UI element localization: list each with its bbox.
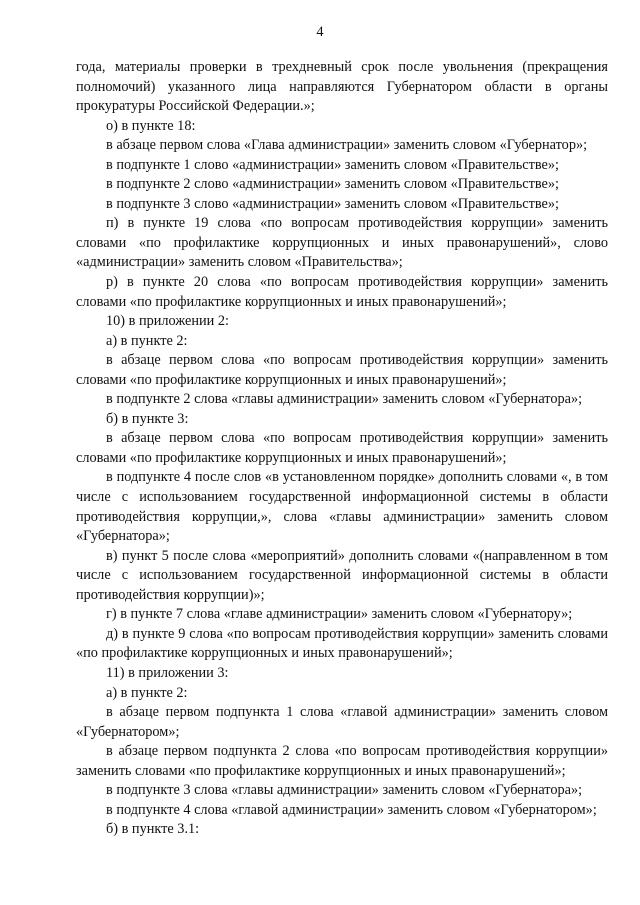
paragraph: д) в пункте 9 слова «по вопросам противодействия коррупции» заменить словами «по профилактике коррупционных и иных правонарушений»; — [76, 625, 608, 662]
paragraph: в абзаце первом подпункта 1 слова «главой администрации» заменить словом «Губернатором»; — [76, 704, 608, 740]
paragraph: в подпункте 1 слово «администрации» заменить словом «Правительстве»; — [106, 156, 559, 173]
paragraph: в абзаце первом слова «по вопросам противодействия коррупции» заменить словами «по профилактике коррупционных и иных правонарушений»; — [76, 430, 608, 466]
paragraph: в абзаце первом слова «Глава администрации» заменить словом «Губернатор»; — [106, 137, 588, 154]
document-body — [76, 58, 608, 840]
paragraph: 10) в приложении 2: — [106, 313, 230, 330]
paragraph: в) пункт 5 после слова «мероприятий» дополнить словами «(направленном в том числе с использованием государственной информационной системы в области противодействия коррупции)»; — [76, 547, 608, 603]
paragraph: в подпункте 4 после слов «в установленном порядке» дополнить словами «, в том числе с использованием государственной информационной системы в области противодействия коррупции,», слова «главы администрации» заменить словом «Губернатора»; — [76, 469, 608, 545]
paragraph: в подпункте 3 слово «администрации» заменить словом «Правительстве»; — [106, 195, 559, 212]
paragraph: р) в пункте 20 слова «по вопросам противодействия коррупции» заменить словами «по профилактике коррупционных и иных правонарушений»; — [76, 274, 608, 310]
paragraph: г) в пункте 7 слова «главе администрации» заменить словом «Губернатору»; — [106, 606, 573, 623]
paragraph: п) в пункте 19 слова «по вопросам противодействия коррупции» заменить словами «по профилактике коррупционных и иных правонарушений», слово «администрации» заменить словом «Правительства»; — [76, 215, 608, 271]
paragraph: в абзаце первом слова «по вопросам противодействия коррупции» заменить словами «по профилактике коррупционных и иных правонарушений»; — [76, 352, 608, 388]
paragraph: а) в пункте 2: — [106, 684, 188, 701]
paragraph: 11) в приложении 3: — [106, 664, 229, 681]
paragraph: в абзаце первом подпункта 2 слова «по вопросам противодействия коррупции» заменить словами «по профилактике коррупционных и иных правонарушений»; — [76, 743, 608, 779]
paragraph: в подпункте 4 слова «главой администрации» заменить словом «Губернатором»; — [106, 801, 597, 818]
paragraph: о) в пункте 18: — [106, 117, 196, 134]
paragraph: б) в пункте 3.1: — [106, 821, 200, 838]
paragraph: а) в пункте 2: — [106, 332, 188, 349]
paragraph: б) в пункте 3: — [106, 410, 189, 427]
paragraph: в подпункте 2 слова «главы администрации» заменить словом «Губернатора»; — [106, 391, 583, 408]
paragraph: в подпункте 3 слова «главы администрации» заменить словом «Губернатора»; — [106, 782, 583, 799]
paragraph: года, материалы проверки в трехдневный срок после увольнения (прекращения полномочий) указанного лица направляются Губернатором области в органы прокуратуры Российской Федерации.»; — [76, 59, 608, 115]
page-number: 4 — [316, 24, 324, 40]
paragraph: в подпункте 2 слово «администрации» заменить словом «Правительстве»; — [106, 176, 559, 193]
